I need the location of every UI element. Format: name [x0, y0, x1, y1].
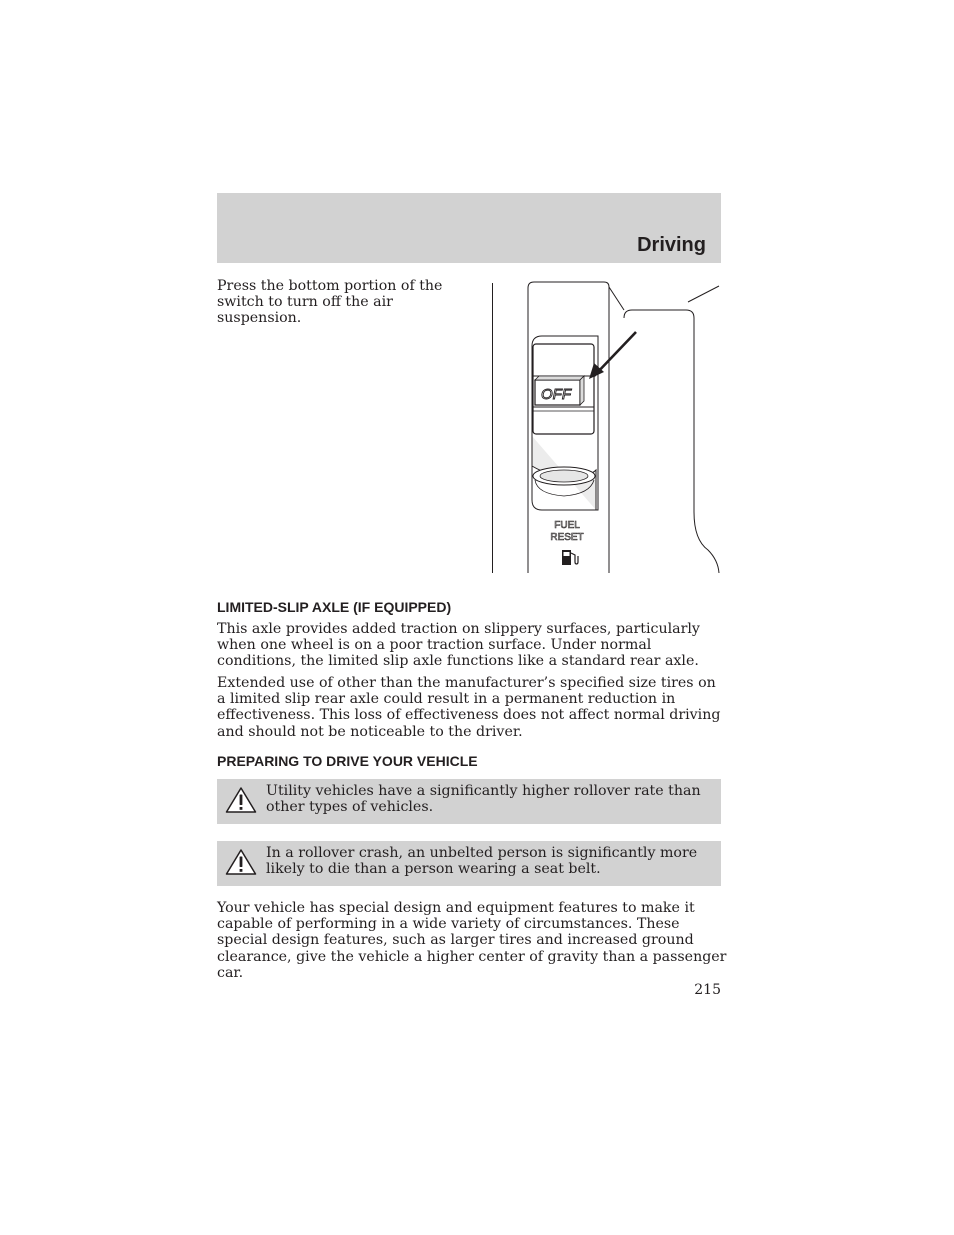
warning-triangle-icon — [225, 786, 257, 814]
warning-triangle-icon — [225, 848, 257, 876]
section-header-band — [217, 193, 721, 263]
preparing-heading: PREPARING TO DRIVE YOUR VEHICLE — [217, 753, 478, 769]
fuel-reset-label-line1: FUEL — [554, 520, 580, 531]
off-switch — [533, 344, 594, 434]
vehicle-design-paragraph: Your vehicle has special design and equipment features to make it capable of performing in a wide variety of circumstances. These special design features, such as larger tires and increased ground clearance, give the vehicle a higher center of gravity than a passenger car. — [217, 900, 727, 981]
rollover-warning-box — [217, 779, 721, 824]
rollover-warning-text: Utility vehicles have a significantly higher rollover rate than other types of vehicles. — [266, 783, 701, 816]
fuel-reset-label-line2: RESET — [550, 532, 584, 543]
page-number: 215 — [694, 982, 721, 998]
seatbelt-warning-box — [217, 841, 721, 886]
intro-text: Press the bottom portion of the switch to turn off the air suspension. — [217, 278, 443, 327]
limited-slip-paragraph-1: This axle provides added traction on slippery surfaces, particularly when one wheel is on a poor traction surface. Under normal conditions, the limited slip axle functions like a standard rear axle. — [217, 621, 700, 670]
seatbelt-warning-text: In a rollover crash, an unbelted person is significantly more likely to die than a person wearing a seat belt. — [266, 845, 698, 878]
fuel-pump-icon — [562, 550, 578, 565]
limited-slip-heading: LIMITED-SLIP AXLE (IF EQUIPPED) — [217, 599, 452, 615]
limited-slip-paragraph-2: Extended use of other than the manufacturer’s specified size tires on a limited slip rear axle could result in a permanent reduction in effectiveness. This loss of effectiveness does not affect normal driving and should not be noticeable to the driver. — [217, 675, 721, 740]
off-switch-label: OFF — [541, 386, 571, 403]
arrow-icon — [589, 332, 636, 379]
section-title: Driving — [637, 234, 706, 256]
air-suspension-switch-figure — [490, 280, 722, 575]
